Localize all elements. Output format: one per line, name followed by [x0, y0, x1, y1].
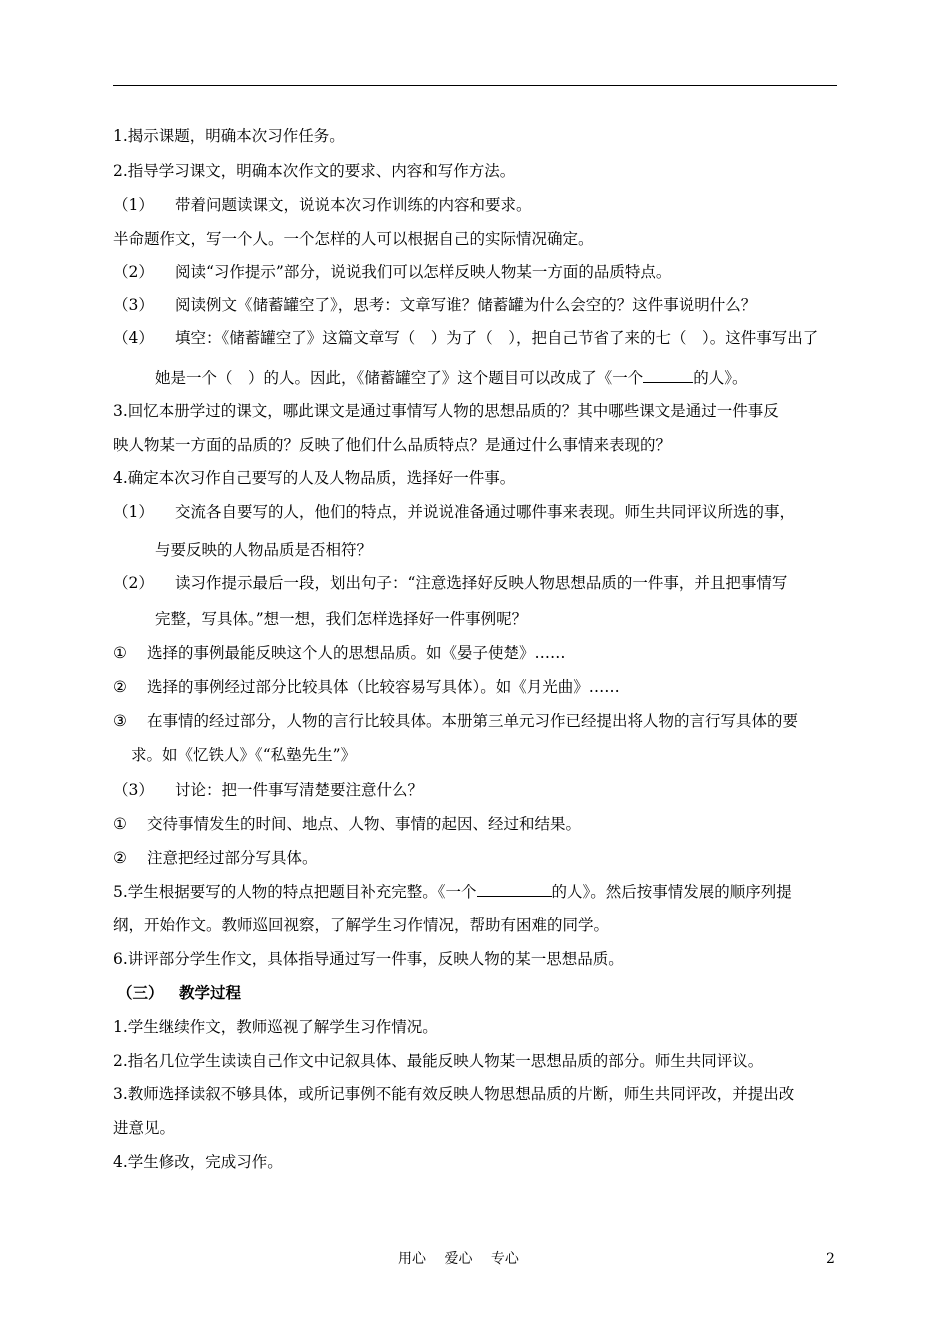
- paragraph-line: 2.指导学习课文，明确本次作文的要求、内容和写作方法。: [113, 162, 516, 180]
- circled-number: ①: [113, 644, 127, 662]
- paragraph-line: [155, 367, 748, 388]
- page-number: 2: [826, 1251, 835, 1267]
- paragraph-line: 与要反映的人物品质是否相符？: [155, 541, 373, 559]
- paragraph-line: [113, 881, 792, 902]
- paragraph-line: [113, 677, 620, 697]
- paragraph-line: 半命题作文，写一个人。一个怎样的人可以根据自己的实际情况确定。: [113, 230, 594, 248]
- paragraph-line: [113, 502, 795, 522]
- item-number: （3）: [113, 781, 154, 799]
- paragraph-line: 完整，写具体。”想一想，我们怎样选择好一件事例呢？: [155, 610, 528, 628]
- paragraph-line: [113, 295, 756, 315]
- paragraph-line: 1.揭示课题，明确本次习作任务。: [113, 127, 345, 145]
- circled-number: ①: [113, 815, 127, 833]
- section-title: 教学过程: [179, 983, 242, 1002]
- paragraph-line: [113, 195, 532, 215]
- fill-in-blank: [643, 367, 693, 383]
- fill-in-blank: [477, 881, 552, 897]
- item-number: （2）: [113, 574, 154, 592]
- line-text: 5.学生根据要写的人物的特点把题目补充完整。《一个: [113, 883, 477, 901]
- circled-number: ②: [113, 678, 127, 696]
- item-text: 选择的事例最能反映这个人的思想品质。如《晏子使楚》……: [147, 644, 566, 662]
- paragraph-line: 求。如《忆铁人》《“私塾先生”》: [131, 746, 357, 764]
- line-text: 的人》。: [693, 369, 748, 387]
- circled-number: ③: [113, 712, 127, 730]
- paragraph-line: [113, 780, 423, 800]
- item-text: 填空：《储蓄罐空了》这篇文章写（ ）为了（ ），把自己节省了来的七（ ）。这件事写出了: [175, 329, 819, 347]
- item-number: （3）: [113, 296, 154, 314]
- item-text: 在事情的经过部分，人物的言行比较具体。本册第三单元习作已经提出将人物的言行写具体的要: [147, 712, 799, 730]
- paragraph-line: 4.确定本次习作自己要写的人及人物品质，选择好一件事。: [113, 469, 516, 487]
- line-text: 的人》。然后按事情发展的顺序列提: [551, 883, 792, 901]
- paragraph-line: 6.讲评部分学生作文，具体指导通过写一件事，反映人物的某一思想品质。: [113, 950, 624, 968]
- item-text: 阅读“习作提示”部分，说说我们可以怎样反映人物某一方面的品质特点。: [175, 263, 672, 281]
- item-text: 讨论：把一件事写清楚要注意什么？: [175, 781, 424, 799]
- line-text: 她是一个（ ）的人。因此，《储蓄罐空了》这个题目可以改成了《一个: [155, 369, 644, 387]
- paragraph-line: 2.指名几位学生读读自己作文中记叙具体、最能反映人物某一思想品质的部分。师生共同评议。: [113, 1052, 764, 1070]
- item-number: （1）: [113, 196, 154, 214]
- item-text: 阅读例文《储蓄罐空了》，思考：文章写谁？储蓄罐为什么会空的？这件事说明什么？: [175, 296, 757, 314]
- item-text: 带着问题读课文，说说本次习作训练的内容和要求。: [175, 196, 532, 214]
- paragraph-line: [113, 262, 671, 282]
- item-text: 注意把经过部分写具体。: [147, 849, 318, 867]
- item-number: （1）: [113, 503, 154, 521]
- footer-motto: 用心 爱心 专心: [398, 1251, 519, 1267]
- paragraph-line: [113, 573, 787, 593]
- paragraph-line: [113, 848, 318, 868]
- paragraph-line: 3.教师选择读叙不够具体，或所记事例不能有效反映人物思想品质的片断，师生共同评改，并提出改: [113, 1085, 795, 1103]
- circled-number: ②: [113, 849, 127, 867]
- header-rule: [113, 85, 837, 86]
- paragraph-line: [113, 643, 566, 663]
- paragraph-line: [113, 814, 581, 834]
- section-heading: [117, 983, 241, 1003]
- item-number: （4）: [113, 329, 154, 347]
- item-number: （2）: [113, 263, 154, 281]
- paragraph-line: [113, 328, 818, 348]
- paragraph-line: 映人物某一方面的品质的？反映了他们什么品质特点？是通过什么事情来表现的？: [113, 436, 672, 454]
- paragraph-line: 进意见。: [113, 1119, 176, 1137]
- paragraph-line: [113, 711, 798, 731]
- paragraph-line: 3.回忆本册学过的课文，哪此课文是通过事情写人物的思想品质的？其中哪些课文是通过一件事反: [113, 402, 779, 420]
- section-number: （三）: [117, 983, 164, 1002]
- item-text: 交流各自要写的人，他们的特点，并说说准备通过哪件事来表现。师生共同评议所选的事，: [175, 503, 796, 521]
- item-text: 读习作提示最后一段，划出句子：“注意选择好反映人物思想品质的一件事，并且把事情写: [175, 574, 788, 592]
- paragraph-line: 纲，开始作文。教师巡回视察，了解学生习作情况，帮助有困难的同学。: [113, 916, 610, 934]
- paragraph-line: 1.学生继续作文，教师巡视了解学生习作情况。: [113, 1018, 438, 1036]
- paragraph-line: 4.学生修改，完成习作。: [113, 1153, 283, 1171]
- item-text: 选择的事例经过部分比较具体（比较容易写具体）。如《月光曲》……: [147, 678, 620, 696]
- item-text: 交待事情发生的时间、地点、人物、事情的起因、经过和结果。: [147, 815, 582, 833]
